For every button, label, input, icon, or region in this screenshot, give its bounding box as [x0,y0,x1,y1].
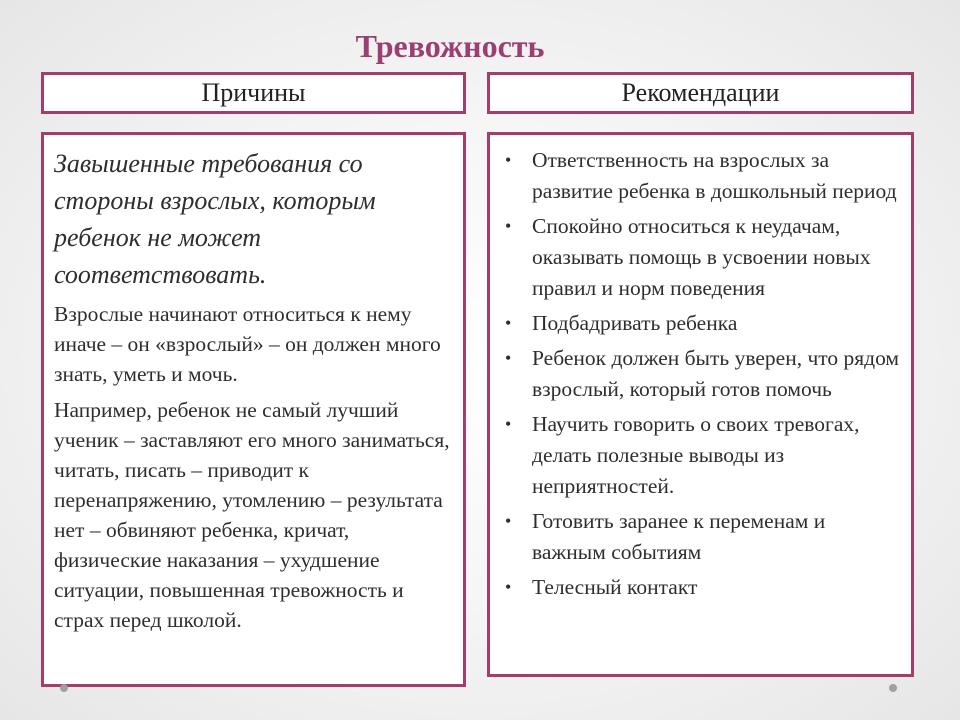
slide-title: Тревожность [355,28,545,64]
list-item-text: Подбадривать ребенка [532,311,738,335]
bullet-icon: • [505,313,512,333]
list-item-text: Спокойно относиться к неудачам, оказывать помощь в усвоении новых правил и норм поведения [532,214,871,300]
recommendations-list [502,145,901,603]
list-item [502,343,901,405]
list-item [502,572,901,603]
list-item [502,145,901,207]
causes-lead: Завышенные требования со стороны взрослых, которым ребенок не может соответствовать. [54,149,376,289]
list-item-text: Готовить заранее к переменам и важным событиям [532,509,826,564]
list-item [502,506,901,568]
decorative-dot-right [889,684,897,692]
list-item-text: Ответственность на взрослых за развитие ребенка в дошкольный период [532,148,897,203]
list-item [502,211,901,304]
causes-paragraph-2: Например, ребенок не самый лучший ученик – заставляют его много заниматься, читать, писать – приводит к перенапряжению, утомлению – результата нет – обвиняют ребенка, кричат, физические наказания – ухудшение ситуации, повышенная тревожность и страх перед школой. [54,398,450,632]
list-item-text: Научить говорить о своих тревогах, делать полезные выводы из неприятностей. [532,412,860,498]
decorative-dot-left [60,684,68,692]
list-item-text: Телесный контакт [532,575,698,599]
causes-header [41,72,466,114]
causes-panel [41,132,466,687]
bullet-icon: • [505,511,512,531]
list-item-text: Ребенок должен быть уверен, что рядом взрослый, который готов помочь [532,346,900,401]
causes-paragraph-1: Взрослые начинают относиться к нему иначе – он «взрослый» – он должен много знать, уметь и мочь. [54,302,441,386]
recommendations-panel [487,132,914,677]
causes-header-label: Причины [201,78,306,107]
bullet-icon: • [505,216,512,236]
bullet-icon: • [505,414,512,434]
recommendations-header [487,72,914,114]
bullet-icon: • [505,577,512,597]
list-item [502,308,901,339]
recommendations-header-label: Рекомендации [621,78,780,107]
bullet-icon: • [505,150,512,170]
list-item [502,409,901,502]
bullet-icon: • [505,348,512,368]
